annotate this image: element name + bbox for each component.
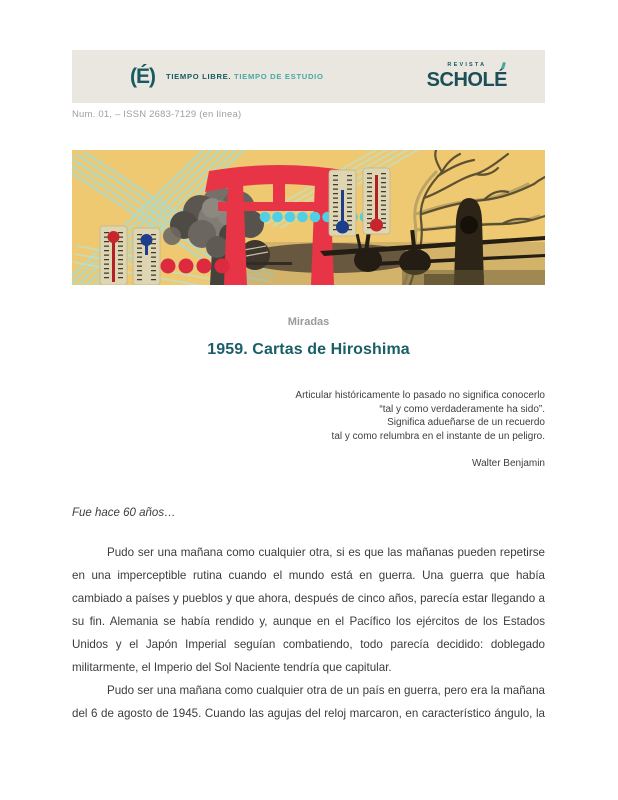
epigraph-line: “tal y como verdaderamente ha sido”.: [379, 403, 545, 415]
tiempo-libre-logo: [130, 65, 324, 89]
epigraph-attribution: Walter Benjamin: [472, 458, 545, 469]
brand-bold-label: TIEMPO LIBRE.: [166, 72, 232, 81]
revista-schole-logo: [427, 63, 507, 91]
epigraph-quote: [72, 389, 545, 471]
epigraph-line: tal y como relumbra en el instante de un peligro.: [331, 430, 545, 442]
body-paragraph: Pudo ser una mañana como cualquier otra, si es que las mañanas pueden repetirse en una imperceptible rutina cuando el mundo está en guerra. Una guerra que había cambiado a países y pueblos y que ahora, después de cinco años, parecía estar llegando a su fin. Alemania se había rendido y, aunque en el Pacífico los ejércitos de los Estados Unidos y el Japón Imperial seguían combatiendo, todo parecía decidido: doblegado militarmente, el Imperio del Sol Naciente tendría que capitular.: [72, 545, 545, 674]
lead-in-line: Fue hace 60 años…: [72, 506, 176, 519]
article-title: 1959. Cartas de Hiroshima: [207, 341, 410, 358]
body-paragraph: Pudo ser una mañana como cualquier otra de un país en guerra, pero era la mañana del 6 de agosto de 1945. Cuando las agujas del reloj marcaron, en característico ángulo, la: [72, 683, 545, 720]
schole-wordmark: SCHOLÉ: [426, 69, 507, 92]
hiroshima-collage-illustration: [72, 150, 545, 285]
issue-issn-line: Num. 01, – ISSN 2683-7129 (en línea): [72, 109, 242, 120]
e-parentheses-logo-icon: (É): [130, 64, 155, 88]
epigraph-line: Articular históricamente lo pasado no significa conocerlo: [295, 390, 545, 401]
brand-light-label: TIEMPO DE ESTUDIO: [234, 72, 324, 81]
brand-text: [166, 72, 324, 81]
masthead-banner: [72, 50, 545, 103]
section-label: Miradas: [287, 316, 330, 328]
revista-label: REVISTA: [447, 61, 487, 68]
epigraph-line: Significa adueñarse de un recuerdo: [387, 417, 545, 428]
